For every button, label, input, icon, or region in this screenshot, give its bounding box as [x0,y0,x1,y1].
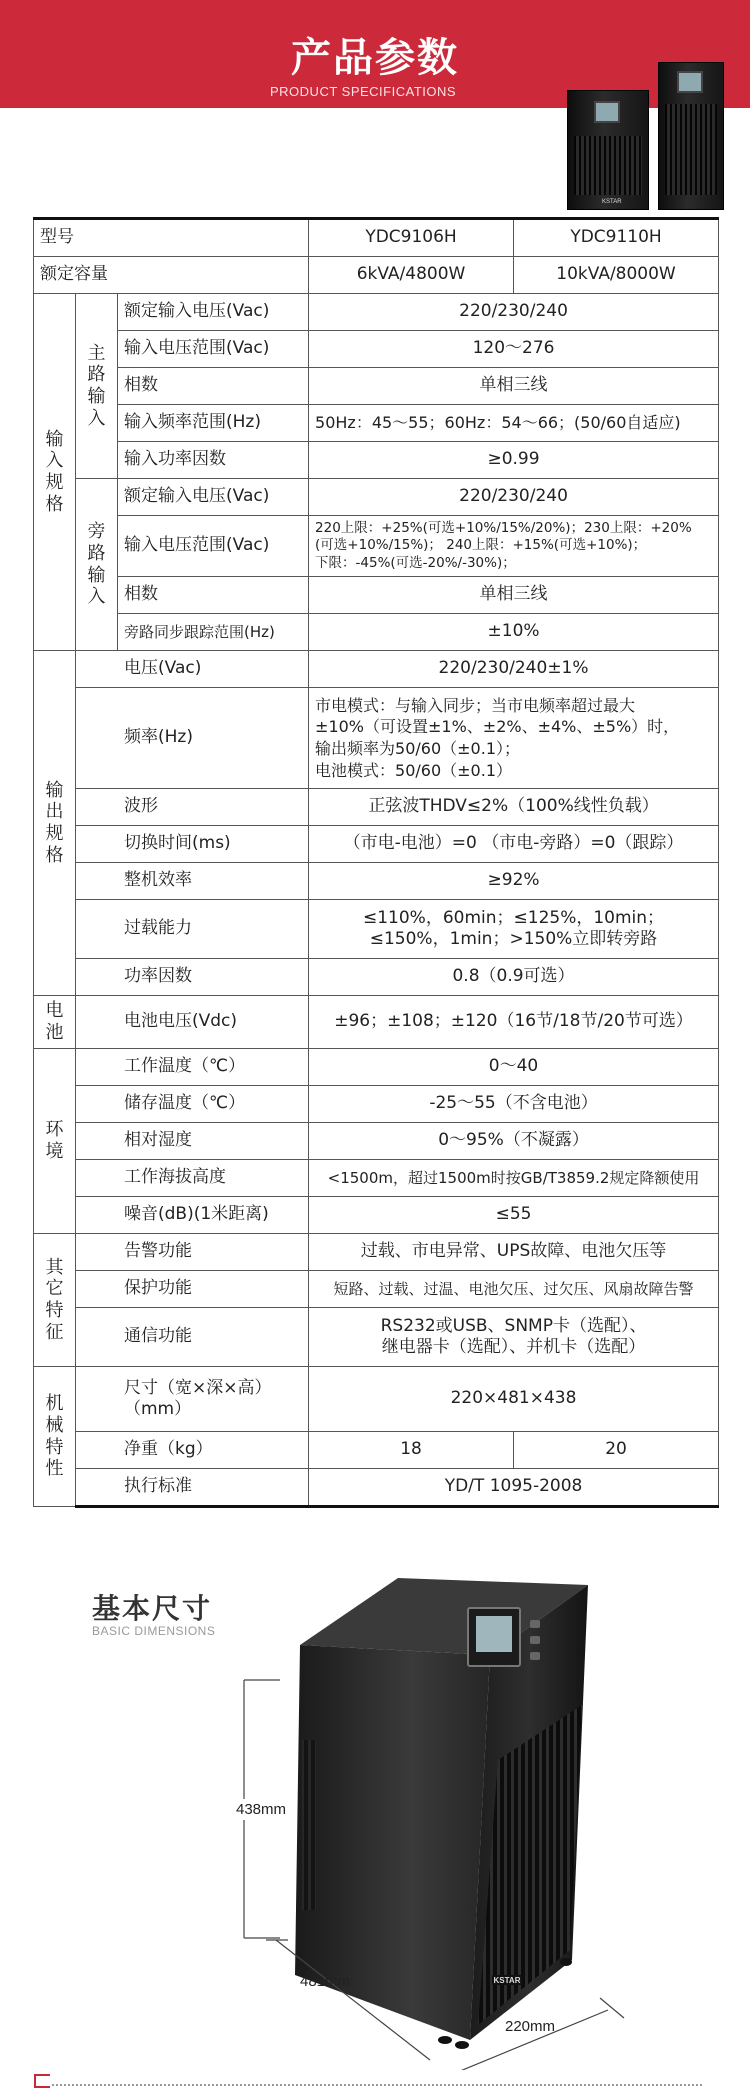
table-row [34,1197,719,1234]
table-row [34,577,719,614]
table-row [34,651,719,688]
row-value: 正弦波THDV≤2%（100%线性负载） [309,789,719,826]
row-label: 波形 [76,789,309,826]
table-row [34,1049,719,1086]
table-row [34,1469,719,1507]
footer-mark [34,2074,50,2088]
panel-button [530,1636,540,1644]
table-row [34,1160,719,1197]
group-mechanical: 机械特性 [34,1367,76,1507]
row-label: 噪音(dB)(1米距离) [76,1197,309,1234]
table-row [34,688,719,789]
depth-label: 481mm [300,1973,351,1990]
row-value: 0～95%（不凝露） [309,1123,719,1160]
row-label: 保护功能 [76,1271,309,1308]
table-row [34,1367,719,1432]
row-label: 执行标准 [76,1469,309,1507]
row-value: ≥0.99 [309,442,719,479]
table-row [34,1234,719,1271]
row-label: 电压(Vac) [76,651,309,688]
row-value: 单相三线 [309,368,719,405]
table-row [34,826,719,863]
row-label: 电池电压(Vdc) [76,996,309,1049]
row-value: 过载、市电异常、UPS故障、电池欠压等 [309,1234,719,1271]
row-value: 短路、过载、过温、电池欠压、过欠压、风扇故障告警 [309,1271,719,1308]
footer-divider [52,2084,702,2086]
table-row [34,996,719,1049]
product-thumbnail-large [658,62,724,210]
row-value: 0.8（0.9可选） [309,959,719,996]
row-label: 相对湿度 [76,1123,309,1160]
row-label: 相数 [118,577,309,614]
table-row [34,900,719,959]
weight-1: 18 [309,1432,514,1469]
row-label: 相数 [118,368,309,405]
capacity-2: 10kVA/8000W [514,257,719,294]
table-row [34,219,719,257]
panel-button [530,1652,540,1660]
model-2: YDC9110H [514,219,719,257]
table-row [34,1123,719,1160]
page-title: 产品参数 [291,35,459,81]
dimensions-subtitle: BASIC DIMENSIONS [92,1624,216,1638]
row-label: 频率(Hz) [76,688,309,789]
row-value-multiline: RS232或USB、SNMP卡（选配）、 继电器卡（选配）、并机卡（选配） [309,1308,719,1367]
row-label: 储存温度（℃） [76,1086,309,1123]
table-row [34,405,719,442]
row-label: 输入频率范围(Hz) [118,405,309,442]
row-value: -25～55（不含电池） [309,1086,719,1123]
row-value: 120～276 [309,331,719,368]
table-row [34,257,719,294]
row-value: <1500m，超过1500m时按GB/T3859.2规定降额使用 [309,1160,719,1197]
capacity-label: 额定容量 [34,257,309,294]
ups-cabinet-illustration [0,1570,750,2070]
table-row [34,789,719,826]
row-label: 告警功能 [76,1234,309,1271]
row-label: 输入电压范围(Vac) [118,516,309,577]
table-row [34,442,719,479]
table-row [34,479,719,516]
table-row [34,1432,719,1469]
table-row [34,1308,719,1367]
height-label: 438mm [236,1801,287,1818]
row-label: 净重（kg） [76,1432,309,1469]
table-row [34,1271,719,1308]
spec-table [33,217,719,1508]
row-label: 工作海拔高度 [76,1160,309,1197]
dimensions-title: 基本尺寸 [92,1592,213,1625]
group-other: 其它特征 [34,1234,76,1367]
row-label: 工作温度（℃） [76,1049,309,1086]
row-label: 输入电压范围(Vac) [118,331,309,368]
model-1: YDC9106H [309,219,514,257]
group-battery: 电池 [34,996,76,1049]
row-value: （市电-电池）=0 （市电-旁路）=0（跟踪） [309,826,719,863]
product-thumbnail-small: KSTAR [567,90,649,210]
panel-button [530,1620,540,1628]
weight-2: 20 [514,1432,719,1469]
row-value: YD/T 1095-2008 [309,1469,719,1507]
group-output: 输出规格 [34,651,76,996]
row-value: 220×481×438 [309,1367,719,1432]
row-value: 220/230/240 [309,294,719,331]
table-row [34,959,719,996]
row-value: ≤55 [309,1197,719,1234]
model-label: 型号 [34,219,309,257]
row-label: 通信功能 [76,1308,309,1367]
width-label: 220mm [505,2018,556,2035]
row-value: ≥92% [309,863,719,900]
table-row [34,294,719,331]
group-environment: 环境 [34,1049,76,1234]
row-label-multiline: 尺寸（宽×深×高） （mm） [76,1367,309,1432]
table-row [34,368,719,405]
row-value: 单相三线 [309,577,719,614]
row-label: 额定输入电压(Vac) [118,479,309,516]
row-label: 过载能力 [76,900,309,959]
table-row [34,614,719,651]
row-label: 功率因数 [76,959,309,996]
row-value-multiline: ≤110%，60min；≤125%，10min； ≤150%，1min；>150%立即转旁路 [309,900,719,959]
row-label: 旁路同步跟踪范围(Hz) [118,614,309,651]
row-value-multiline: 市电模式：与输入同步；当市电频率超过最大 ±10%（可设置±1%、±2%、±4%、±5%）时， 输出频率为50/60（±0.1）； 电池模式：50/60（±0.1） [309,688,719,789]
row-value: ±10% [309,614,719,651]
row-label: 整机效率 [76,863,309,900]
row-value-multiline: 220上限：+25%(可选+10%/15%/20%)；230上限：+20% (可选+10%/15%)； 240上限：+15%(可选+10%)； 下限：-45%(可选-20%/-30%)； [309,516,719,577]
table-row [34,516,719,577]
subgroup-bypass-input: 旁路输入 [76,479,118,651]
page-subtitle: PRODUCT SPECIFICATIONS [270,84,457,99]
row-value: 220/230/240±1% [309,651,719,688]
group-input: 输入规格 [34,294,76,651]
subgroup-main-input: 主路输入 [76,294,118,479]
row-label: 切换时间(ms) [76,826,309,863]
table-row [34,1086,719,1123]
row-value: 220/230/240 [309,479,719,516]
table-row [34,863,719,900]
row-label: 输入功率因数 [118,442,309,479]
row-value: ±96；±108；±120（16节/18节/20节可选） [309,996,719,1049]
table-row [34,331,719,368]
brand-logo: KSTAR [493,1976,521,1985]
capacity-1: 6kVA/4800W [309,257,514,294]
row-label: 额定输入电压(Vac) [118,294,309,331]
row-value: 50Hz：45～55；60Hz：54～66；(50/60自适应) [309,405,719,442]
row-value: 0～40 [309,1049,719,1086]
